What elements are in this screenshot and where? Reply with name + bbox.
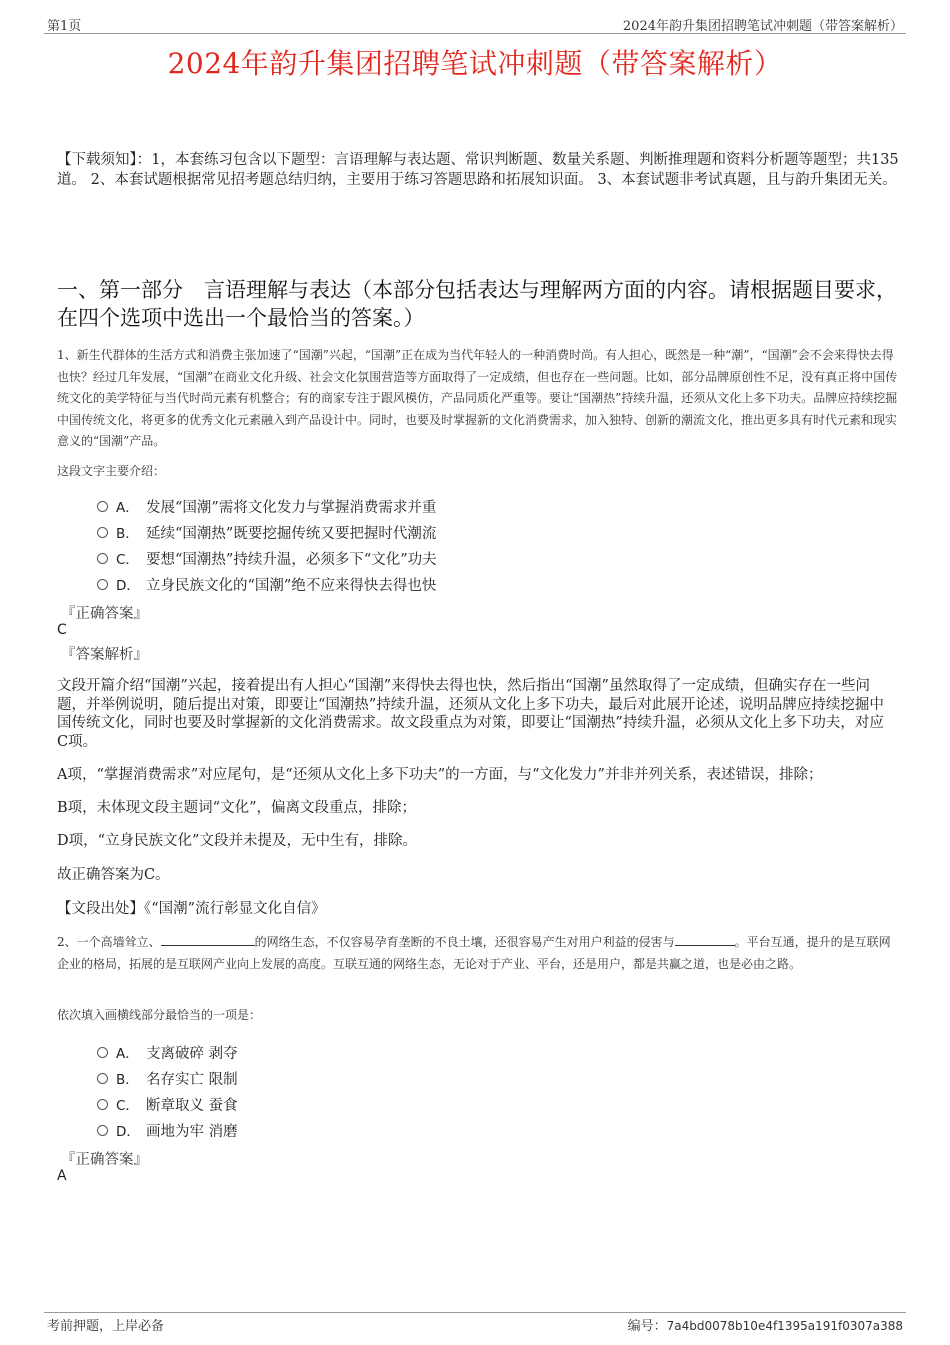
radio-icon[interactable] [97, 553, 108, 564]
question-1-analysis-b: B项，未体现文段主题词“文化”，偏离文段重点，排除； [57, 800, 416, 816]
radio-icon[interactable] [97, 527, 108, 538]
question-1-analysis-main: 文段开篇介绍“国潮”兴起，接着提出有人担心“国潮”来得快去得也快，然后指出“国潮”虽然取得了一定成绩，但确实存在一些问题，并举例说明，随后提出对策，即要让“国潮热”持续升温，还须从文化上多下功夫，最后对此展开论述，说明品牌应持续挖掘中国传统文化，同时也要及时掌握新的文化消费需求。故文段重点为对策，即要让“国潮热”持续升温，必须从文化上多下功夫，对应C项。 [57, 678, 884, 750]
question-2-text-part1: 2、一个高墙耸立、 [57, 935, 161, 949]
radio-icon[interactable] [97, 579, 108, 590]
option-text: 延续“国潮热”既要挖掘传统又要把握时代潮流 [146, 525, 437, 542]
question-1-analysis-d: D项，“立身民族文化”文段并未提及，无中生有，排除。 [57, 833, 417, 849]
footer-code-label: 编号： [627, 1319, 667, 1334]
footer-code [628, 1315, 903, 1334]
question-1-option-b[interactable] [97, 519, 437, 545]
download-notice: 【下载须知】：1，本套练习包含以下题型：言语理解与表达题、常识判断题、数量关系题、判断推理题和资料分析题等题型；共135道。 2、本套试题根据常见招考题总结归纳，主要用于练习答题思路和拓展知识面。 3、本套试题非考试真题，且与韵升集团无关。 [57, 152, 899, 188]
question-1-analysis-conclusion: 故正确答案为C。 [57, 867, 170, 883]
question-2-text-part2: 的网络生态，不仅容易孕育垄断的不良土壤，还很容易产生对用户利益的侵害与 [254, 935, 675, 949]
option-letter: C． [116, 552, 139, 568]
section-title: 一、第一部分 言语理解与表达（本部分包括表达与理解两方面的内容。请根据题目要求，在四个选项中选出一个最恰当的答案。） [57, 278, 897, 330]
question-1-text: 1、新生代群体的生活方式和消费主张加速了“国潮”兴起，“国潮”正在成为当代年轻人的一种消费时尚。有人担心，既然是一种“潮”，“国潮”会不会来得快去得也快？经过几年发展，“国潮”在商业文化升级、社会文化氛围营造等方面取得了一定成绩，但也存在一些问题。比如，部分品牌原创性不足，没有真正将中国传统文化的美学特征与当代时尚元素有机整合；有的商家专注于跟风模仿，产品同质化严重等。要让“国潮热”持续升温，还须从文化上多下功夫。品牌应持续挖掘中国传统文化，将更多的优秀文化元素融入到产品设计中。同时，也要及时掌握新的文化消费需求，加入独特、创新的潮流文化，推出更多具有时代元素和现实意义的“国潮”产品。 [57, 348, 898, 448]
option-text: 立身民族文化的“国潮”绝不应来得快去得也快 [146, 577, 437, 594]
question-1-prompt: 这段文字主要介绍： [57, 464, 166, 478]
question-2-prompt: 依次填入画横线部分最恰当的一项是： [57, 1008, 262, 1022]
question-2-answer-label: 『正确答案』 [61, 1152, 148, 1168]
fill-blank-1[interactable] [161, 934, 255, 946]
option-text: 画地为牢 消磨 [146, 1123, 238, 1140]
radio-icon[interactable] [97, 501, 108, 512]
option-text: 发展“国潮”需将文化发力与掌握消费需求并重 [146, 499, 437, 516]
option-text: 要想“国潮热”持续升温，必须多下“文化”功夫 [146, 551, 437, 568]
option-letter: D． [116, 1124, 140, 1140]
question-1-option-a[interactable] [97, 493, 437, 519]
question-2-options [97, 1039, 238, 1143]
footer-code-value: 7a4bd0078b10e4f1395a191f0307a388 [666, 1319, 903, 1333]
header-doc-title: 2024年韵升集团招聘笔试冲刺题（带答案解析） [622, 19, 903, 34]
radio-icon[interactable] [97, 1125, 108, 1136]
footer-divider [44, 1312, 906, 1313]
option-letter: A． [116, 1046, 139, 1062]
page-title: 2024年韵升集团招聘笔试冲刺题（带答案解析） [167, 47, 783, 80]
header-page-number: 第1页 [47, 19, 82, 34]
header-divider [44, 33, 906, 34]
question-1-analysis-a: A项，“掌握消费需求”对应尾句，是“还须从文化上多下功夫”的一方面，与“文化发力”并非并列关系，表述错误，排除； [57, 767, 823, 783]
question-2-option-a[interactable] [97, 1039, 238, 1065]
question-2-option-c[interactable] [97, 1091, 238, 1117]
option-text: 断章取义 蚕食 [146, 1097, 238, 1114]
question-2-option-d[interactable] [97, 1117, 238, 1143]
option-text: 名存实亡 限制 [146, 1071, 238, 1088]
question-2-option-b[interactable] [97, 1065, 238, 1091]
question-1-answer-label: 『正确答案』 [61, 606, 148, 622]
question-2-text [57, 932, 902, 975]
option-text: 支离破碎 剥夺 [146, 1045, 238, 1062]
radio-icon[interactable] [97, 1099, 108, 1110]
option-letter: B． [116, 526, 139, 542]
option-letter: D． [116, 578, 140, 594]
question-1-answer: C [57, 622, 67, 638]
option-letter: A． [116, 500, 139, 516]
question-2-answer: A [57, 1168, 67, 1184]
question-1-options [97, 493, 437, 597]
fill-blank-2[interactable] [675, 934, 735, 946]
option-letter: B． [116, 1072, 139, 1088]
radio-icon[interactable] [97, 1073, 108, 1084]
option-letter: C． [116, 1098, 139, 1114]
footer-slogan: 考前押题，上岸必备 [47, 1319, 165, 1334]
question-1-analysis-label: 『答案解析』 [61, 647, 148, 663]
question-1-option-c[interactable] [97, 545, 437, 571]
radio-icon[interactable] [97, 1047, 108, 1058]
question-1-option-d[interactable] [97, 571, 437, 597]
question-2-text-part3: 。平台互通，提升的是互联网企业的格局，拓展的是互联网产业向上发展的高度。互联互通的网络生态，无论对于产业、平台，还是用户，都是共赢之道，也是必由之路。 [57, 935, 891, 971]
question-1-source: 【文段出处】《“国潮”流行彰显文化自信》 [57, 901, 326, 917]
